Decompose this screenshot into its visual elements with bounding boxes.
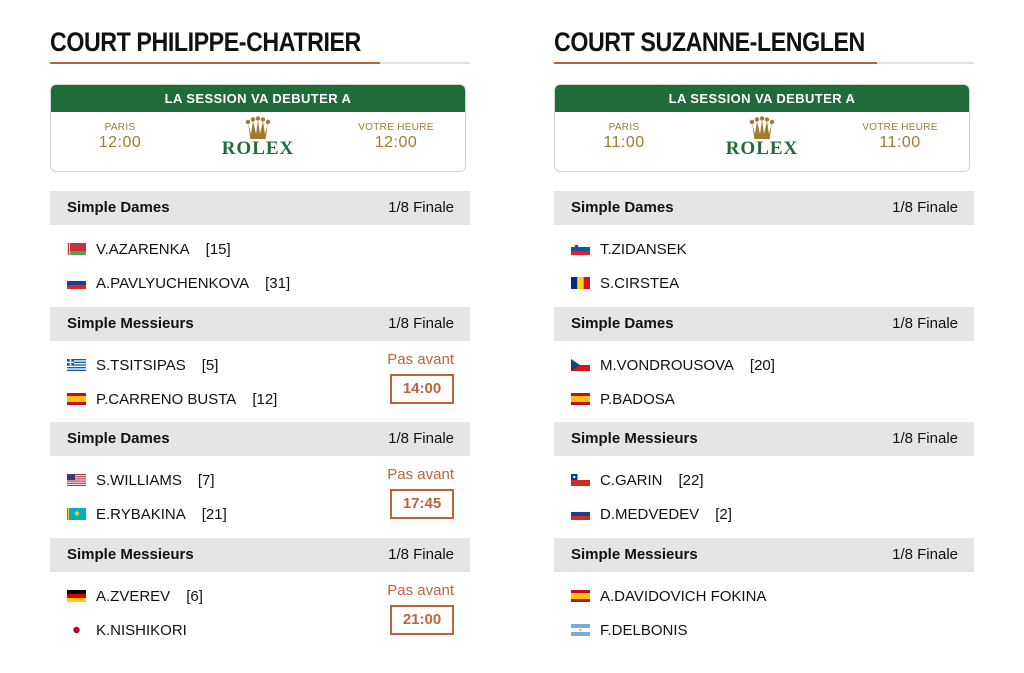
match-type: Simple Messieurs [67, 314, 194, 332]
player-name: P.CARRENO BUSTA [96, 390, 237, 408]
player-name: A.PAVLYUCHENKOVA [96, 275, 250, 292]
session-header: LA SESSION VA DEBUTER A [51, 85, 465, 112]
belarus-flag-icon [67, 243, 86, 255]
match-type: Simple Messieurs [67, 545, 194, 563]
player-seed: [7] [197, 472, 215, 489]
match-header [50, 191, 470, 225]
player-row [67, 274, 290, 294]
match-header [554, 538, 974, 572]
court-title: COURT SUZANNE-LENGLEN [554, 27, 865, 57]
player-row [571, 240, 687, 260]
crown-icon [749, 116, 775, 140]
russia-flag-icon [67, 277, 86, 289]
match-round: 1/8 Finale [388, 430, 454, 447]
player-name: F.DELBONIS [600, 621, 688, 639]
paris-label: PARIS [608, 122, 640, 133]
argentina-flag-icon [571, 624, 590, 636]
your-time-value: 12:00 [374, 134, 418, 151]
match-header [554, 307, 974, 341]
player-row [571, 621, 688, 641]
player-name: D.MEDVEDEV [600, 506, 700, 523]
player-name: M.VONDROUSOVA [600, 356, 734, 374]
match-item[interactable] [50, 422, 470, 538]
your-time-label: VOTRE HEURE [862, 122, 938, 133]
match-item[interactable] [554, 538, 974, 654]
paris-time [569, 122, 679, 152]
spain-flag-icon [67, 393, 86, 405]
match-item[interactable] [50, 538, 470, 654]
player-row [67, 240, 231, 260]
player-seed: [12] [252, 390, 278, 408]
player-row [67, 621, 187, 641]
slovenia-flag-icon [571, 243, 590, 255]
not-before [387, 581, 454, 635]
spain-flag-icon [571, 590, 590, 602]
not-before-label: Pas avant [387, 350, 454, 368]
player-seed: [6] [186, 587, 203, 605]
player-seed: [2] [715, 506, 732, 523]
session-start-box [50, 84, 466, 172]
paris-time-value: 12:00 [98, 134, 142, 151]
match-header [50, 538, 470, 572]
germany-flag-icon [67, 590, 86, 602]
not-before-label: Pas avant [387, 581, 454, 599]
not-before [387, 350, 454, 404]
paris-label: PARIS [104, 122, 136, 133]
player-seed: [20] [749, 356, 775, 374]
match-round: 1/8 Finale [388, 545, 454, 563]
player-row [67, 587, 203, 607]
match-type: Simple Dames [67, 199, 170, 216]
match-round: 1/8 Finale [892, 430, 958, 447]
player-row [67, 390, 277, 410]
court-suzanne-lenglen [554, 24, 974, 653]
rolex-logo [203, 116, 313, 160]
court-philippe-chatrier [50, 24, 470, 653]
romania-flag-icon [571, 277, 590, 289]
rolex-wordmark: ROLEX [221, 138, 295, 159]
player-name: E.RYBAKINA [96, 506, 186, 523]
player-seed: [31] [265, 275, 291, 292]
match-type: Simple Messieurs [571, 545, 698, 563]
match-list [50, 191, 470, 653]
match-round: 1/8 Finale [388, 199, 454, 216]
chile-flag-icon [571, 474, 590, 486]
paris-time-value: 11:00 [603, 134, 645, 151]
title-rule [50, 62, 470, 64]
player-name: T.ZIDANSEK [600, 241, 687, 258]
title-rule [554, 62, 974, 64]
not-before-time: 14:00 [390, 374, 454, 404]
match-item[interactable] [50, 191, 470, 307]
player-row [67, 471, 215, 491]
rolex-wordmark: ROLEX [725, 138, 799, 159]
player-name: A.DAVIDOVICH FOKINA [600, 587, 767, 605]
player-row [67, 505, 227, 525]
player-name: S.CIRSTEA [600, 275, 680, 292]
player-row [571, 471, 704, 491]
usa-flag-icon [67, 474, 86, 486]
spain-flag-icon [571, 393, 590, 405]
czech-flag-icon [571, 359, 590, 371]
player-row [571, 274, 679, 294]
player-seed: [22] [678, 472, 704, 489]
match-header [554, 191, 974, 225]
player-row [67, 356, 218, 376]
not-before-time: 17:45 [390, 489, 454, 519]
player-name: S.TSITSIPAS [96, 356, 186, 374]
not-before [387, 465, 454, 519]
match-header [50, 307, 470, 341]
match-header [554, 422, 974, 456]
russia-flag-icon [571, 508, 590, 520]
session-start-box [554, 84, 970, 172]
player-name: S.WILLIAMS [96, 472, 182, 489]
match-type: Simple Messieurs [571, 430, 698, 447]
player-row [571, 390, 675, 410]
match-item[interactable] [554, 307, 974, 423]
player-row [571, 505, 732, 525]
match-round: 1/8 Finale [388, 314, 454, 332]
kazakhstan-flag-icon [67, 508, 86, 520]
player-name: A.ZVEREV [96, 587, 171, 605]
match-type: Simple Dames [67, 430, 170, 447]
player-name: C.GARIN [600, 472, 663, 489]
session-header: LA SESSION VA DEBUTER A [555, 85, 969, 112]
crown-icon [245, 116, 271, 140]
match-item[interactable] [554, 191, 974, 307]
not-before-label: Pas avant [387, 466, 454, 483]
japan-flag-icon [67, 624, 86, 636]
match-round: 1/8 Finale [892, 199, 958, 216]
player-name: P.BADOSA [600, 390, 675, 408]
your-time [341, 122, 451, 152]
match-item[interactable] [554, 422, 974, 538]
match-type: Simple Dames [571, 199, 674, 216]
player-name: K.NISHIKORI [96, 621, 187, 639]
rolex-logo [707, 116, 817, 160]
match-list [554, 191, 974, 653]
not-before-time: 21:00 [390, 605, 454, 635]
match-header [50, 422, 470, 456]
your-time-label: VOTRE HEURE [358, 122, 434, 133]
player-row [571, 587, 766, 607]
match-type: Simple Dames [571, 314, 674, 332]
player-row [571, 356, 775, 376]
greece-flag-icon [67, 359, 86, 371]
paris-time [65, 122, 175, 152]
your-time-value: 11:00 [879, 134, 921, 151]
player-seed: [21] [201, 506, 227, 523]
match-round: 1/8 Finale [892, 314, 958, 332]
court-title: COURT PHILIPPE-CHATRIER [50, 27, 361, 57]
player-seed: [15] [205, 241, 231, 258]
match-round: 1/8 Finale [892, 545, 958, 563]
your-time [845, 122, 955, 152]
player-name: V.AZARENKA [96, 241, 190, 258]
player-seed: [5] [201, 356, 219, 374]
match-item[interactable] [50, 307, 470, 423]
